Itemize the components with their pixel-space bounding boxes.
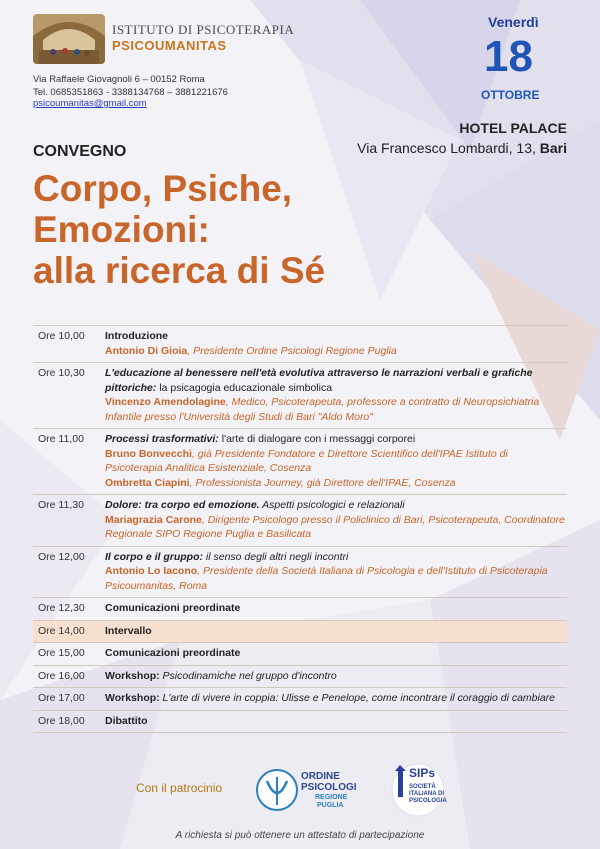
program-desc: il senso degli altri negli incontri [203, 550, 349, 563]
logo1-text: PSICOLOGI [301, 782, 357, 793]
program-topic-line [105, 550, 567, 565]
program-content [105, 691, 567, 706]
program-row [33, 428, 567, 494]
logo1-text: ORDINE [301, 771, 340, 782]
program-topic: Processi trasformativi: [105, 433, 219, 445]
event-date: 18 [484, 32, 533, 81]
logo2-text: SOCIETÀ [409, 784, 436, 790]
program-content [105, 329, 567, 358]
program-row [33, 546, 567, 598]
logo1-text: PUGLIA [317, 802, 344, 809]
institute-contacts [33, 73, 228, 99]
speaker-name: Antonio Di Gioia [105, 344, 188, 357]
program-time: Ore 17,00 [38, 692, 85, 704]
event-month: OTTOBRE [481, 88, 540, 102]
program-time: Ore 11,30 [38, 499, 84, 511]
program-desc: l'arte di dialogare con i messaggi corporei [218, 433, 416, 445]
program-time: Ore 12,00 [38, 550, 85, 563]
program-topic: Workshop: [105, 669, 160, 682]
institute-logo [33, 14, 105, 64]
program-speaker [105, 395, 567, 424]
program-row [33, 325, 567, 362]
program-topic: Dibattito [105, 714, 148, 727]
speaker-name: Ombretta Ciapini [105, 476, 190, 489]
program-topic: Comunicazioni preordinate [105, 602, 241, 614]
program-speaker [105, 564, 567, 593]
program-content [105, 550, 567, 594]
program-content [105, 432, 567, 490]
speaker-role: , Presidente Ordine Psicologi Regione Puglia [187, 344, 397, 357]
speaker-name: Mariagrazia Carone [105, 513, 202, 526]
program-topic-line [105, 432, 567, 447]
speaker-role: , Dirigente Psicologo presso il Policlinico di Bari, Psicoterapeuta, Coordinatore Regionale SIPO Regione Puglia e Basilicata [105, 513, 565, 540]
speaker-name: Vincenzo Amendolagine [105, 396, 226, 408]
program-desc: la psicagogia educazionale simbolica [156, 381, 333, 394]
program-topic: Comunicazioni preordinate [105, 647, 241, 659]
institute-email-link[interactable]: psicoumanitas@gmail.com [33, 98, 147, 109]
event-street: Via Francesco Lombardi, 13, [357, 140, 536, 156]
program-time: Ore 11,00 [38, 433, 84, 445]
program-speaker [105, 513, 567, 542]
speaker-role: , Presidente della Società Italiana di Psicologia e dell'Istituto di Psicoterapia Psicoumanitas, Roma [105, 565, 548, 592]
institute-phones: Tel. 0685351863 - 3388134768 – 3881221676 [33, 87, 228, 98]
event-day: Venerdì [488, 14, 539, 30]
program-topic: Dolore: tra corpo ed emozione. [105, 499, 260, 511]
program-content [105, 366, 567, 424]
program-content [105, 669, 567, 684]
program-speaker [105, 344, 567, 359]
program-row [33, 710, 567, 734]
event-title [33, 168, 325, 291]
program-time: Ore 12,30 [38, 602, 85, 614]
ordine-psicologi-logo [255, 765, 367, 815]
speaker-role: , già Presidente Fondatore e Direttore Scientifico dell'IPAE Istituto di Psicoterapia Analitica Esistenziale, Cosenza [105, 447, 508, 474]
institute-name: ISTITUTO DI PSICOTERAPIA [112, 22, 295, 37]
program-row-break [33, 620, 567, 643]
event-title-line: Emozioni: [33, 209, 210, 250]
event-title-line: Corpo, Psiche, [33, 168, 293, 209]
speaker-role: , Medico, Psicoterapeuta, professore a contratto di Neuropsichiatria Infantile presso l'Università degli Studi di Bari "Aldo Moro" [105, 396, 540, 423]
program-time: Ore 16,00 [38, 669, 85, 682]
patronage-label: Con il patrocinio [136, 781, 223, 795]
program-desc: Aspetti psicologici e relazionali [259, 499, 405, 511]
program-topic-line [105, 498, 567, 513]
program-desc: L'arte di vivere in coppia: Ulisse e Penelope, come incontrare il coraggio di cambiare [159, 692, 556, 704]
event-venue: HOTEL PALACE [459, 120, 567, 136]
program-row [33, 494, 567, 546]
event-kicker: CONVEGNO [33, 143, 127, 160]
program-speaker [105, 447, 567, 476]
program-topic: L'educazione al benessere nell'età evolutiva attraverso le narrazioni verbali e grafiche pittoriche: [105, 367, 533, 394]
program-topic-line [105, 366, 567, 395]
logo1-text: REGIONE [315, 794, 348, 801]
speaker-name: Antonio Lo Iacono [105, 565, 198, 577]
program-time: Ore 18,00 [38, 714, 85, 727]
logo2-text: PSICOLOGIA [409, 798, 447, 804]
event-address [357, 140, 567, 156]
program-topic: Introduzione [105, 330, 168, 342]
program-topic: Workshop: [105, 692, 160, 704]
logo2-text: SIPs [409, 766, 436, 780]
speaker-name: Bruno Bonvecchi [105, 447, 192, 460]
program-row [33, 597, 567, 620]
program-row [33, 687, 567, 710]
program-speaker [105, 476, 567, 491]
program-row [33, 665, 567, 688]
logo2-text: ITALIANA DI [409, 791, 444, 797]
program-time: Ore 15,00 [38, 647, 85, 659]
program-desc: Psicodinamiche nel gruppo d'incontro [159, 669, 337, 682]
attendance-certificate-note: A richiesta si può ottenere un attestato di partecipazione [175, 830, 425, 841]
program-topic: Intervallo [105, 624, 152, 637]
sips-logo [385, 763, 455, 817]
program-time: Ore 10,00 [38, 330, 85, 342]
institute-address: Via Raffaele Giovagnoli 6 – 00152 Roma [33, 74, 205, 85]
speaker-role: , Professionista Journey, già Direttore dell'IPAE, Cosenza [189, 476, 456, 489]
program-topic: Il corpo e il gruppo: [105, 550, 203, 563]
event-title-line: alla ricerca di Sé [33, 250, 326, 291]
program-time: Ore 10,30 [38, 367, 85, 379]
program-row [33, 642, 567, 665]
institute-brand: PSICOUMANITAS [112, 38, 227, 53]
program-time: Ore 14,00 [38, 624, 85, 637]
program-schedule [33, 325, 567, 733]
program-row [33, 362, 567, 428]
program-content [105, 498, 567, 542]
event-city: Bari [539, 140, 567, 156]
